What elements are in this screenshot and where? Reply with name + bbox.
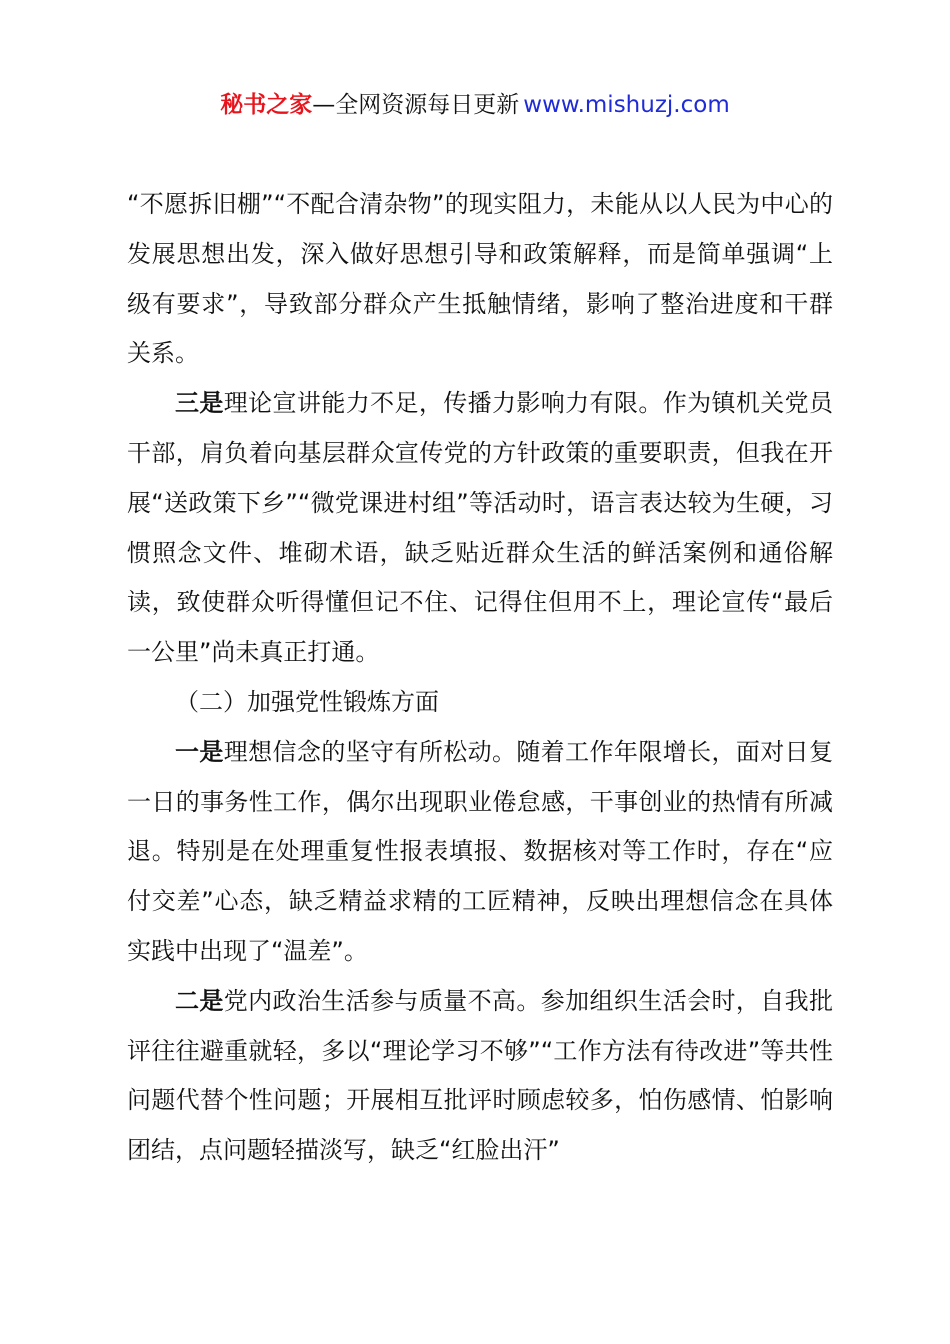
paragraph-lead: 二是 bbox=[175, 986, 224, 1015]
paragraph-text: “不愿拆旧棚”“不配合清杂物”的现实阻力，未能从以人民为中心的发展思想出发，深入做好思想引导和政策解释，而是简单强调“上级有要求”，导致部分群众产生抵触情绪，影响了整治进度和干群关系。 bbox=[127, 190, 833, 368]
page-header bbox=[0, 88, 950, 122]
paragraph-point-three bbox=[127, 379, 833, 678]
document-body bbox=[127, 180, 833, 1176]
paragraph-text: 党内政治生活参与质量不高。参加组织生活会时，自我批评往往避重就轻，多以“理论学习不够”“工作方法有待改进”等共性问题代替个性问题；开展相互批评时顾虑较多，怕伤感情、怕影响团结，点问题轻描淡写，缺乏“红脸出汗” bbox=[127, 986, 834, 1165]
paragraph-lead: 三是 bbox=[175, 389, 224, 418]
paragraph-point-one bbox=[127, 728, 833, 977]
paragraph-continuation bbox=[127, 180, 833, 379]
paragraph-point-two bbox=[127, 977, 833, 1176]
section-heading bbox=[127, 678, 833, 728]
site-slogan: —全网资源每日更新 bbox=[312, 92, 520, 118]
paragraph-text: 理想信念的坚守有所松动。随着工作年限增长，面对日复一日的事务性工作，偶尔出现职业倦怠感，干事创业的热情有所减退。特别是在处理重复性报表填报、数据核对等工作时，存在“应付交差”心态，缺乏精益求精的工匠精神，反映出理想信念在具体实践中出现了“温差”。 bbox=[127, 737, 834, 965]
site-brand: 秘书之家 bbox=[220, 92, 313, 118]
paragraph-lead: 一是 bbox=[175, 737, 224, 766]
paragraph-text: 理论宣讲能力不足，传播力影响力有限。作为镇机关党员干部，肩负着向基层群众宣传党的方针政策的重要职责，但我在开展“送政策下乡”“微党课进村组”等活动时，语言表达较为生硬，习惯照念文件、堆砌术语，缺乏贴近群众生活的鲜活案例和通俗解读，致使群众听得懂但记不住、记得住但用不上，理论宣传“最后一公里”尚未真正打通。 bbox=[127, 389, 834, 667]
site-url-link[interactable]: www.mishuzj.com bbox=[523, 92, 730, 118]
section-heading-text: （二）加强党性锻炼方面 bbox=[175, 687, 439, 716]
